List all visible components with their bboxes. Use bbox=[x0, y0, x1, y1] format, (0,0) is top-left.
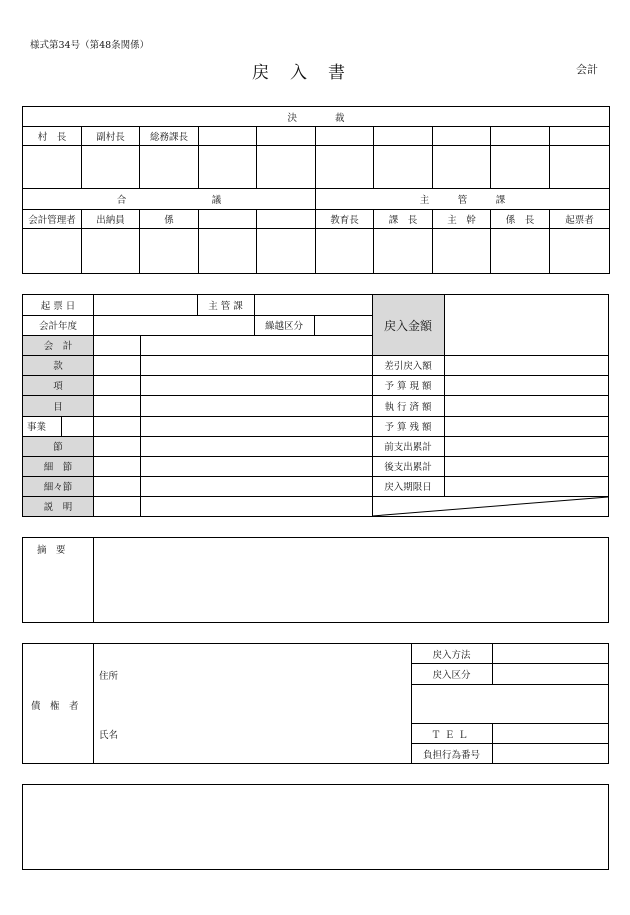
seal-box[interactable] bbox=[316, 146, 374, 189]
method-label: 戻入方法 bbox=[432, 649, 471, 661]
shukan-header: 主 管 課 bbox=[316, 189, 610, 209]
role-blank bbox=[199, 127, 257, 146]
burden-number-label: 負担行為番号 bbox=[422, 749, 480, 761]
role-shukan: 主 幹 bbox=[433, 209, 491, 228]
row-jigyou: 事業 bbox=[27, 422, 47, 433]
role-suitouin: 出納員 bbox=[82, 209, 140, 228]
row-kou: 項 bbox=[23, 375, 93, 395]
row-setsu: 節 bbox=[23, 436, 93, 456]
summary-label: 摘 要 bbox=[37, 545, 66, 556]
shikkou-zumi-label: 執 行 済 額 bbox=[384, 401, 432, 413]
kihyo-date-field[interactable] bbox=[93, 295, 197, 315]
role-blank bbox=[433, 127, 491, 146]
bank-info-field[interactable] bbox=[412, 685, 608, 723]
name-label: 氏名 bbox=[99, 730, 119, 741]
role-kihyousha: 起票者 bbox=[550, 209, 610, 228]
shukan-field[interactable] bbox=[254, 295, 372, 315]
role-kaikei-kanrisha: 会計管理者 bbox=[23, 209, 82, 228]
page-title: 戻 入 書 bbox=[252, 63, 347, 83]
seal-box[interactable] bbox=[82, 228, 140, 273]
kurikoshi-field[interactable] bbox=[314, 315, 372, 335]
address-field[interactable] bbox=[130, 660, 405, 684]
seal-box[interactable] bbox=[550, 228, 610, 273]
seal-box[interactable] bbox=[82, 146, 140, 189]
tel-field[interactable] bbox=[493, 724, 608, 743]
seal-box[interactable] bbox=[550, 146, 610, 189]
creditor-label: 債 権 者 bbox=[31, 701, 79, 712]
role-blank bbox=[374, 127, 433, 146]
seal-box[interactable] bbox=[140, 146, 199, 189]
role-kyouikuchou: 教育長 bbox=[316, 209, 374, 228]
row-saisaisetsu: 細々節 bbox=[23, 476, 93, 496]
seal-box[interactable] bbox=[433, 228, 491, 273]
seal-box[interactable] bbox=[374, 228, 433, 273]
shukan-label: 主 管 課 bbox=[208, 301, 243, 312]
approval-table bbox=[22, 106, 610, 274]
role-fukusonchou: 副村長 bbox=[82, 127, 140, 146]
row-kan: 款 bbox=[23, 355, 93, 375]
role-kakarichou: 係 長 bbox=[491, 209, 550, 228]
modoshi-gaku-label: 戻入金額 bbox=[372, 295, 444, 355]
seal-box[interactable] bbox=[23, 146, 82, 189]
yosan-zangaku-label: 予 算 残 額 bbox=[384, 422, 432, 433]
seal-box[interactable] bbox=[491, 146, 550, 189]
sashihiki-label: 差引戻入額 bbox=[384, 361, 432, 372]
name-field[interactable] bbox=[130, 718, 405, 742]
kaikei-nendo-field[interactable] bbox=[93, 315, 254, 335]
kaikei-nendo-label: 会計年度 bbox=[38, 321, 77, 332]
seal-box[interactable] bbox=[491, 228, 550, 273]
role-blank bbox=[257, 127, 316, 146]
division-field[interactable] bbox=[493, 664, 608, 684]
kurikoshi-label: 繰越区分 bbox=[264, 321, 303, 332]
role-kakari: 係 bbox=[140, 209, 199, 228]
seal-box[interactable] bbox=[316, 228, 374, 273]
diagonal-slash bbox=[372, 496, 609, 517]
seal-box[interactable] bbox=[140, 228, 199, 273]
seal-box[interactable] bbox=[374, 146, 433, 189]
category-label: 会計 bbox=[576, 63, 598, 76]
remarks-box[interactable] bbox=[22, 784, 609, 870]
seal-box[interactable] bbox=[199, 228, 257, 273]
seal-box[interactable] bbox=[433, 146, 491, 189]
kihyo-date-label: 起 票 日 bbox=[40, 301, 76, 312]
seal-box[interactable] bbox=[199, 146, 257, 189]
yosan-gengaku-label: 予 算 現 額 bbox=[384, 381, 432, 392]
row-setsumei: 説 明 bbox=[23, 496, 93, 516]
mae-shishutsu-label: 前支出累計 bbox=[384, 442, 432, 453]
role-kachou: 課 長 bbox=[374, 209, 433, 228]
gougi-header: 合 議 bbox=[23, 189, 316, 209]
role-blank bbox=[199, 209, 257, 228]
modoshi-gaku-field[interactable] bbox=[444, 295, 608, 355]
burden-number-field[interactable] bbox=[493, 744, 608, 763]
kigen-bi-label: 戻入期限日 bbox=[384, 482, 432, 493]
role-soumu-kachou: 総務課長 bbox=[140, 127, 199, 146]
seal-box[interactable] bbox=[257, 146, 316, 189]
row-moku: 目 bbox=[23, 395, 93, 416]
division-label: 戻入区分 bbox=[432, 670, 471, 681]
role-sonchou: 村 長 bbox=[23, 127, 82, 146]
role-blank bbox=[550, 127, 610, 146]
seal-box[interactable] bbox=[23, 228, 82, 273]
ato-shishutsu-label: 後支出累計 bbox=[384, 462, 432, 473]
kessai-header: 決 裁 bbox=[23, 107, 610, 127]
method-field[interactable] bbox=[493, 644, 608, 663]
seal-box[interactable] bbox=[257, 228, 316, 273]
role-blank bbox=[257, 209, 316, 228]
role-blank bbox=[491, 127, 550, 146]
row-kaikei: 会 計 bbox=[23, 335, 93, 355]
summary-field[interactable] bbox=[94, 538, 608, 622]
address-label: 住所 bbox=[99, 671, 119, 682]
role-blank bbox=[316, 127, 374, 146]
tel-label: ＴＥＬ bbox=[431, 729, 472, 741]
row-saisetsu: 細 節 bbox=[23, 456, 93, 476]
form-number: 様式第34号（第48条関係） bbox=[30, 40, 150, 51]
